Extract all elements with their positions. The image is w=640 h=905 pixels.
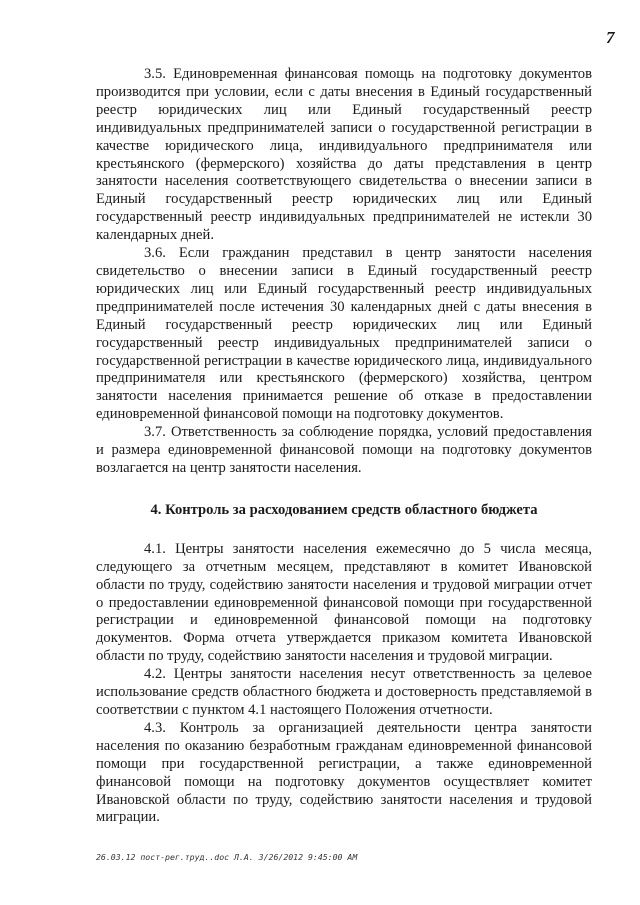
- paragraph-4-1: 4.1. Центры занятости населения ежемесячно до 5 числа месяца, следующего за отчетным месяцем, представляют в комитет Ивановской области по труду, содействию занятости населения и трудовой миграции отчет о предоставлении единовременной финансовой помощи при государственной регистрации и единовременной финансовой помощи на подготовку документов. Форма отчета утверждается приказом комитета Ивановской области по труду, содействию занятости населения и трудовой миграции.: [96, 540, 592, 665]
- file-footer: 26.03.12 пост-рег.труд..doc Л.А. 3/26/2012 9:45:00 AM: [96, 852, 358, 862]
- paragraph-3-7: 3.7. Ответственность за соблюдение порядка, условий предоставления и размера единовременной финансовой помощи на подготовку документов возлагается на центр занятости населения.: [96, 424, 592, 476]
- paragraph-3-6: 3.6. Если гражданин представил в центр занятости населения свидетельство о внесении записи в Единый государственный реестр юридических лиц или Единый государственный реестр индивидуальных предпринимателей после истечения 30 календарных дней с даты внесения в Единый государственный реестр юридических лиц или Единый государственный реестр индивидуальных предпринимателей записи о государственной регистрации в качестве юридического лица, индивидуального предпринимателя или крестьянского (фермерского) хозяйства, центром занятости населения принимается решение об отказе в предоставлении единовременной финансовой помощи на подготовку документов.: [96, 245, 592, 423]
- document-body: [96, 66, 592, 827]
- section-heading: 4. Контроль за расходованием средств областного бюджета: [150, 501, 538, 518]
- paragraph-3-5: 3.5. Единовременная финансовая помощь на подготовку документов производится при условии, если с даты внесения в Единый государственный реестр юридических лиц или Единый государственный реестр индивидуальных предпринимателей записи о государственной регистрации в качестве юридического лица, индивидуального предпринимателя или крестьянского (фермерского) хозяйства до даты представления в центр занятости населения соответствующего свидетельства о внесении записи в Единый государственный реестр юридических лиц или Единый государственный реестр индивидуальных предпринимателей не истекли 30 календарных дней.: [96, 66, 592, 244]
- page-number: 7: [606, 28, 615, 47]
- paragraph-4-2: 4.2. Центры занятости населения несут ответственность за целевое использование средств областного бюджета и достоверность представляемой в соответствии с пунктом 4.1 настоящего Положения отчетности.: [96, 666, 592, 718]
- paragraph-4-3: 4.3. Контроль за организацией деятельности центра занятости населения по оказанию безработным гражданам единовременной финансовой помощи при государственной регистрации, а также единовременной финансовой помощи на подготовку документов осуществляет комитет Ивановской области по труду, содействию занятости населения и трудовой миграции.: [96, 719, 592, 826]
